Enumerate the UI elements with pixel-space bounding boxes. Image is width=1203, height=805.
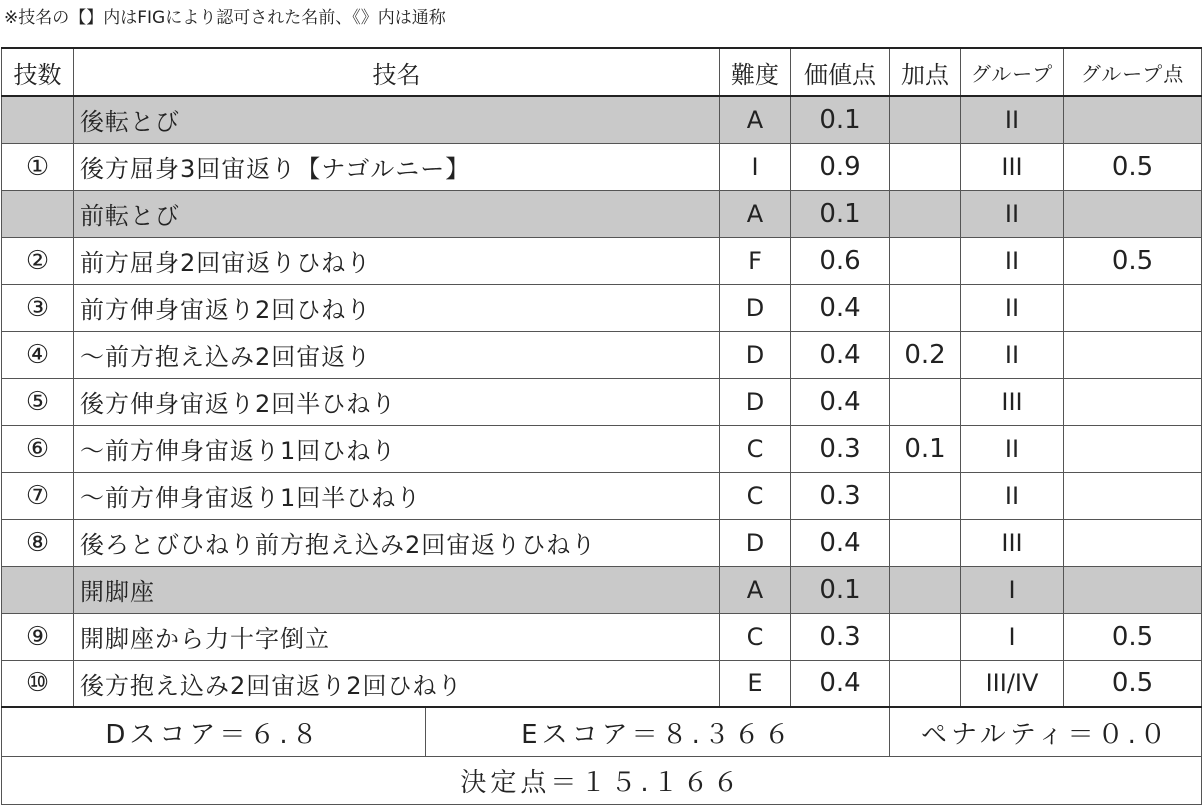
difficulty-cell: A [720,566,791,613]
header-group-points: グループ点 [1064,48,1202,96]
group-cell: III [961,378,1064,425]
difficulty-cell: C [720,425,791,472]
difficulty-cell: C [720,472,791,519]
group-cell: III [961,519,1064,566]
value-cell: 0.4 [791,284,890,331]
table-row [2,331,1202,378]
group-cell: II [961,425,1064,472]
skill-name: 後方抱え込み2回宙返り2回ひねり [74,660,720,707]
group-points-cell [1064,425,1202,472]
skill-name: 後方屈身3回宙返り【ナゴルニー】 [74,143,720,190]
group-cell: II [961,237,1064,284]
table-row [2,566,1202,613]
skill-rows [2,96,1202,707]
skill-name: 開脚座 [74,566,720,613]
value-cell: 0.3 [791,472,890,519]
group-cell: II [961,472,1064,519]
skill-name: ～前方伸身宙返り1回半ひねり [74,472,720,519]
skill-name: 開脚座から力十字倒立 [74,613,720,660]
value-cell: 0.3 [791,425,890,472]
group-points-cell [1064,378,1202,425]
table-row [2,378,1202,425]
group-cell: II [961,284,1064,331]
bonus-cell [890,613,961,660]
group-points-cell [1064,96,1202,143]
difficulty-cell: D [720,519,791,566]
score-row [2,707,1202,757]
penalty: ペナルティ＝０.０ [890,707,1202,757]
score-table [1,47,1202,805]
skill-name: ～前方抱え込み2回宙返り [74,331,720,378]
table-note: ※技名の【】内はFIGにより認可された名前、《》内は通称 [4,8,446,28]
skill-number: ⑤ [2,378,74,425]
group-points-cell: 0.5 [1064,143,1202,190]
table-row [2,660,1202,707]
skill-number: ⑨ [2,613,74,660]
skill-number [2,96,74,143]
header-count: 技数 [2,48,74,96]
value-cell: 0.6 [791,237,890,284]
value-cell: 0.4 [791,331,890,378]
skill-name: 後転とび [74,96,720,143]
difficulty-cell: A [720,96,791,143]
final-score: 決定点＝１５.１６６ [2,757,1202,805]
difficulty-cell: F [720,237,791,284]
skill-name: 後方伸身宙返り2回半ひねり [74,378,720,425]
difficulty-cell: A [720,190,791,237]
group-cell: I [961,566,1064,613]
difficulty-cell: D [720,284,791,331]
group-points-cell: 0.5 [1064,660,1202,707]
skill-number [2,190,74,237]
group-points-cell [1064,284,1202,331]
table-row [2,237,1202,284]
value-cell: 0.1 [791,96,890,143]
value-cell: 0.9 [791,143,890,190]
table-row [2,190,1202,237]
skill-name: ～前方伸身宙返り1回ひねり [74,425,720,472]
header-group: グループ [961,48,1064,96]
bonus-cell [890,237,961,284]
group-cell: III/IV [961,660,1064,707]
value-cell: 0.3 [791,613,890,660]
group-points-cell [1064,190,1202,237]
bonus-cell [890,190,961,237]
table-row [2,472,1202,519]
difficulty-cell: D [720,331,791,378]
skill-number [2,566,74,613]
skill-number: ② [2,237,74,284]
bonus-cell [890,143,961,190]
bonus-cell [890,472,961,519]
group-cell: II [961,190,1064,237]
value-cell: 0.1 [791,566,890,613]
e-score: Eスコア＝８.３６６ [521,719,794,750]
bonus-cell [890,519,961,566]
group-cell: I [961,613,1064,660]
bonus-cell: 0.2 [890,331,961,378]
table-row [2,143,1202,190]
bonus-cell [890,284,961,331]
bonus-cell [890,660,961,707]
header-name: 技名 [74,48,720,96]
skill-number: ⑩ [2,660,74,707]
header-bonus: 加点 [890,48,961,96]
group-points-cell: 0.5 [1064,237,1202,284]
group-cell: II [961,331,1064,378]
difficulty-cell: D [720,378,791,425]
skill-number: ⑥ [2,425,74,472]
table-row [2,425,1202,472]
skill-name: 前転とび [74,190,720,237]
bonus-cell [890,96,961,143]
group-points-cell [1064,472,1202,519]
group-cell: II [961,96,1064,143]
skill-name: 後ろとびひねり前方抱え込み2回宙返りひねり [74,519,720,566]
bonus-cell: 0.1 [890,425,961,472]
group-points-cell: 0.5 [1064,613,1202,660]
table-row [2,519,1202,566]
skill-name: 前方伸身宙返り2回ひねり [74,284,720,331]
group-points-cell [1064,519,1202,566]
table-row [2,284,1202,331]
table-row [2,613,1202,660]
value-cell: 0.4 [791,660,890,707]
value-cell: 0.1 [791,190,890,237]
group-points-cell [1064,331,1202,378]
group-cell: III [961,143,1064,190]
bonus-cell [890,378,961,425]
skill-name: 前方屈身2回宙返りひねり [74,237,720,284]
value-cell: 0.4 [791,378,890,425]
skill-number: ① [2,143,74,190]
bonus-cell [890,566,961,613]
d-score: Dスコア＝６.８ [2,708,426,756]
skill-number: ④ [2,331,74,378]
difficulty-cell: E [720,660,791,707]
difficulty-cell: C [720,613,791,660]
header-row [2,48,1202,96]
header-difficulty: 難度 [720,48,791,96]
difficulty-cell: I [720,143,791,190]
header-value: 価値点 [791,48,890,96]
skill-number: ⑦ [2,472,74,519]
table-row [2,96,1202,143]
group-points-cell [1064,566,1202,613]
value-cell: 0.4 [791,519,890,566]
final-row [2,757,1202,805]
skill-number: ③ [2,284,74,331]
skill-number: ⑧ [2,519,74,566]
